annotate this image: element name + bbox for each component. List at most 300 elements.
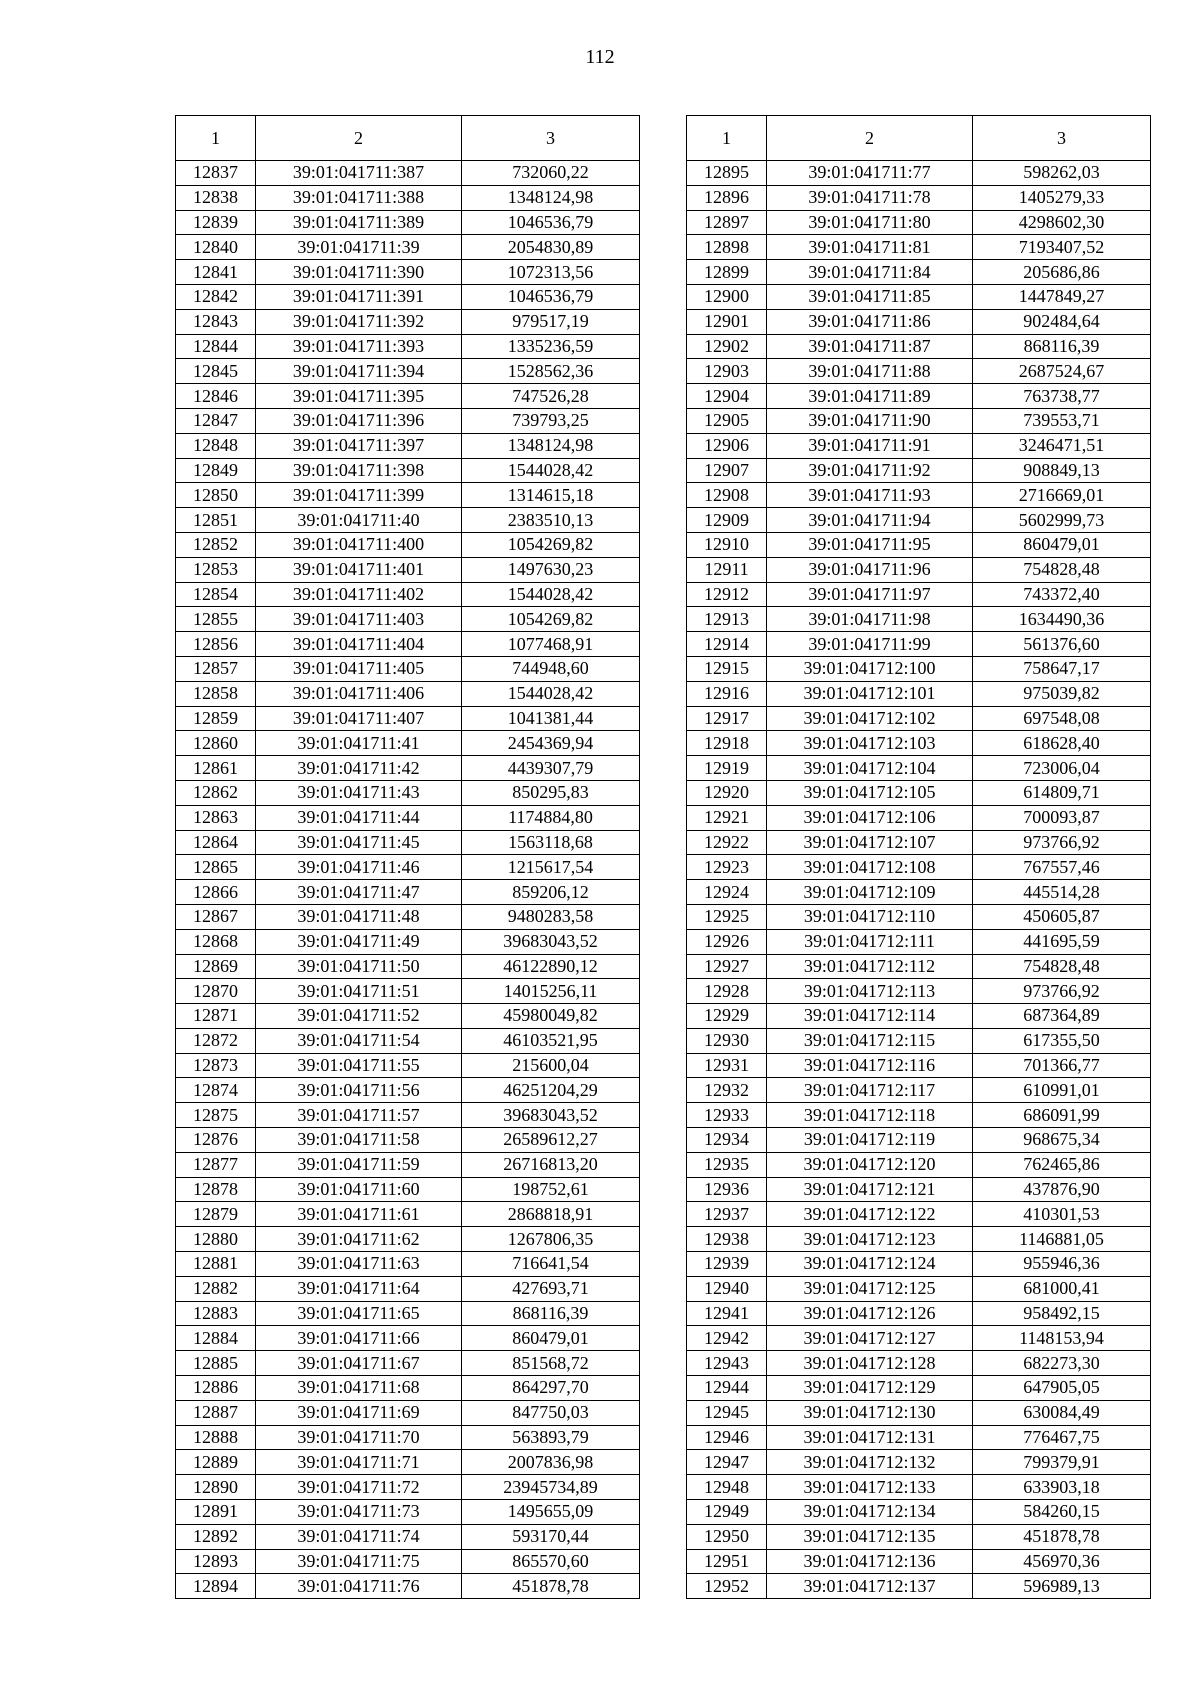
column-header-2: 2 <box>767 116 973 161</box>
page-number: 112 <box>585 46 615 68</box>
row-number-cell: 12860 <box>176 731 256 756</box>
row-number-cell: 12846 <box>176 384 256 409</box>
row-number-cell: 12861 <box>176 756 256 781</box>
value-cell: 1267806,35 <box>462 1227 640 1252</box>
row-number-cell: 12922 <box>687 830 767 855</box>
value-cell: 1497630,23 <box>462 557 640 582</box>
table-row <box>687 210 1151 235</box>
row-number-cell: 12880 <box>176 1227 256 1252</box>
value-cell: 739553,71 <box>973 408 1151 433</box>
value-cell: 445514,28 <box>973 880 1151 905</box>
value-cell: 968675,34 <box>973 1128 1151 1153</box>
table-row <box>687 1351 1151 1376</box>
cadastral-number-cell: 39:01:041711:97 <box>767 582 973 607</box>
cadastral-number-cell: 39:01:041711:58 <box>256 1128 462 1153</box>
value-cell: 776467,75 <box>973 1425 1151 1450</box>
value-cell: 1348124,98 <box>462 433 640 458</box>
table-row <box>687 359 1151 384</box>
row-number-cell: 12907 <box>687 458 767 483</box>
table-row <box>687 656 1151 681</box>
value-cell: 1215617,54 <box>462 855 640 880</box>
cadastral-number-cell: 39:01:041711:397 <box>256 433 462 458</box>
value-cell: 46122890,12 <box>462 954 640 979</box>
value-cell: 908849,13 <box>973 458 1151 483</box>
table-row <box>687 384 1151 409</box>
table-row <box>176 384 640 409</box>
value-cell: 4298602,30 <box>973 210 1151 235</box>
table-row <box>176 161 640 186</box>
row-number-cell: 12927 <box>687 954 767 979</box>
row-number-cell: 12877 <box>176 1152 256 1177</box>
table-row <box>687 954 1151 979</box>
table-row <box>687 1500 1151 1525</box>
cadastral-number-cell: 39:01:041711:84 <box>767 260 973 285</box>
table-row <box>687 880 1151 905</box>
cadastral-number-cell: 39:01:041711:93 <box>767 483 973 508</box>
value-cell: 681000,41 <box>973 1276 1151 1301</box>
value-cell: 46251204,29 <box>462 1078 640 1103</box>
row-number-cell: 12939 <box>687 1252 767 1277</box>
table-row <box>687 706 1151 731</box>
value-cell: 9480283,58 <box>462 904 640 929</box>
row-number-cell: 12951 <box>687 1549 767 1574</box>
row-number-cell: 12899 <box>687 260 767 285</box>
table-row <box>687 235 1151 260</box>
cadastral-number-cell: 39:01:041711:64 <box>256 1276 462 1301</box>
table-row <box>687 1301 1151 1326</box>
table-row <box>176 1202 640 1227</box>
column-header-1: 1 <box>176 116 256 161</box>
table-row <box>176 1053 640 1078</box>
row-number-cell: 12885 <box>176 1351 256 1376</box>
value-cell: 859206,12 <box>462 880 640 905</box>
value-cell: 973766,92 <box>973 830 1151 855</box>
row-number-cell: 12892 <box>176 1524 256 1549</box>
table-row <box>176 1276 640 1301</box>
row-number-cell: 12882 <box>176 1276 256 1301</box>
cadastral-number-cell: 39:01:041712:111 <box>767 929 973 954</box>
cadastral-number-cell: 39:01:041711:392 <box>256 309 462 334</box>
table-row <box>176 433 640 458</box>
cadastral-number-cell: 39:01:041712:116 <box>767 1053 973 1078</box>
table-row <box>176 979 640 1004</box>
value-cell: 762465,86 <box>973 1152 1151 1177</box>
value-cell: 39683043,52 <box>462 1103 640 1128</box>
cadastral-number-cell: 39:01:041711:94 <box>767 508 973 533</box>
table-row <box>687 1053 1151 1078</box>
cadastral-number-cell: 39:01:041712:121 <box>767 1177 973 1202</box>
table-row <box>687 731 1151 756</box>
table-row <box>687 904 1151 929</box>
cadastral-number-cell: 39:01:041711:71 <box>256 1450 462 1475</box>
cadastral-number-cell: 39:01:041712:113 <box>767 979 973 1004</box>
cadastral-number-cell: 39:01:041711:389 <box>256 210 462 235</box>
cadastral-number-cell: 39:01:041711:42 <box>256 756 462 781</box>
row-number-cell: 12859 <box>176 706 256 731</box>
table-row <box>176 1152 640 1177</box>
table-row <box>687 1326 1151 1351</box>
value-cell: 763738,77 <box>973 384 1151 409</box>
value-cell: 441695,59 <box>973 929 1151 954</box>
value-cell: 754828,48 <box>973 557 1151 582</box>
cadastral-number-cell: 39:01:041712:129 <box>767 1376 973 1401</box>
column-header-2: 2 <box>256 116 462 161</box>
value-cell: 598262,03 <box>973 161 1151 186</box>
row-number-cell: 12872 <box>176 1028 256 1053</box>
value-cell: 1054269,82 <box>462 532 640 557</box>
cadastral-number-cell: 39:01:041711:48 <box>256 904 462 929</box>
cadastral-number-cell: 39:01:041712:105 <box>767 780 973 805</box>
cadastral-number-cell: 39:01:041711:393 <box>256 334 462 359</box>
value-cell: 2054830,89 <box>462 235 640 260</box>
table-row <box>687 433 1151 458</box>
cadastral-number-cell: 39:01:041711:51 <box>256 979 462 1004</box>
value-cell: 26589612,27 <box>462 1128 640 1153</box>
cadastral-number-cell: 39:01:041712:108 <box>767 855 973 880</box>
value-cell: 701366,77 <box>973 1053 1151 1078</box>
value-cell: 850295,83 <box>462 780 640 805</box>
cadastral-number-cell: 39:01:041711:47 <box>256 880 462 905</box>
row-number-cell: 12948 <box>687 1475 767 1500</box>
row-number-cell: 12837 <box>176 161 256 186</box>
value-cell: 851568,72 <box>462 1351 640 1376</box>
value-cell: 647905,05 <box>973 1376 1151 1401</box>
table-row <box>687 1376 1151 1401</box>
cadastral-number-cell: 39:01:041711:404 <box>256 632 462 657</box>
value-cell: 902484,64 <box>973 309 1151 334</box>
value-cell: 1041381,44 <box>462 706 640 731</box>
table-row <box>687 483 1151 508</box>
value-cell: 1046536,79 <box>462 210 640 235</box>
value-cell: 410301,53 <box>973 1202 1151 1227</box>
value-cell: 2716669,01 <box>973 483 1151 508</box>
cadastral-number-cell: 39:01:041711:69 <box>256 1400 462 1425</box>
cadastral-number-cell: 39:01:041711:55 <box>256 1053 462 1078</box>
row-number-cell: 12878 <box>176 1177 256 1202</box>
table-row <box>687 408 1151 433</box>
row-number-cell: 12874 <box>176 1078 256 1103</box>
table-row <box>687 1227 1151 1252</box>
cadastral-number-cell: 39:01:041712:109 <box>767 880 973 905</box>
table-row <box>176 1500 640 1525</box>
cadastral-number-cell: 39:01:041711:387 <box>256 161 462 186</box>
row-number-cell: 12909 <box>687 508 767 533</box>
table-row <box>176 1128 640 1153</box>
value-cell: 687364,89 <box>973 1004 1151 1029</box>
value-cell: 1528562,36 <box>462 359 640 384</box>
table-row <box>687 780 1151 805</box>
cadastral-number-cell: 39:01:041712:107 <box>767 830 973 855</box>
table-row <box>687 1524 1151 1549</box>
cadastral-number-cell: 39:01:041711:99 <box>767 632 973 657</box>
cadastral-number-cell: 39:01:041711:396 <box>256 408 462 433</box>
cadastral-number-cell: 39:01:041712:128 <box>767 1351 973 1376</box>
row-number-cell: 12855 <box>176 607 256 632</box>
row-number-cell: 12929 <box>687 1004 767 1029</box>
cadastral-number-cell: 39:01:041712:110 <box>767 904 973 929</box>
table-row <box>176 483 640 508</box>
row-number-cell: 12858 <box>176 681 256 706</box>
row-number-cell: 12879 <box>176 1202 256 1227</box>
cadastral-number-cell: 39:01:041711:407 <box>256 706 462 731</box>
cadastral-number-cell: 39:01:041711:398 <box>256 458 462 483</box>
row-number-cell: 12936 <box>687 1177 767 1202</box>
table-row <box>687 1202 1151 1227</box>
value-cell: 2007836,98 <box>462 1450 640 1475</box>
cadastral-number-cell: 39:01:041711:65 <box>256 1301 462 1326</box>
value-cell: 979517,19 <box>462 309 640 334</box>
table-row <box>176 557 640 582</box>
cadastral-number-cell: 39:01:041711:46 <box>256 855 462 880</box>
row-number-cell: 12870 <box>176 979 256 1004</box>
row-number-cell: 12944 <box>687 1376 767 1401</box>
value-cell: 747526,28 <box>462 384 640 409</box>
value-cell: 1148153,94 <box>973 1326 1151 1351</box>
row-number-cell: 12888 <box>176 1425 256 1450</box>
row-number-cell: 12919 <box>687 756 767 781</box>
cadastral-number-cell: 39:01:041711:56 <box>256 1078 462 1103</box>
table-row <box>176 235 640 260</box>
cadastral-number-cell: 39:01:041712:126 <box>767 1301 973 1326</box>
cadastral-number-cell: 39:01:041712:103 <box>767 731 973 756</box>
table-row <box>176 1549 640 1574</box>
row-number-cell: 12914 <box>687 632 767 657</box>
cadastral-number-cell: 39:01:041711:92 <box>767 458 973 483</box>
row-number-cell: 12908 <box>687 483 767 508</box>
value-cell: 716641,54 <box>462 1252 640 1277</box>
row-number-cell: 12843 <box>176 309 256 334</box>
table-row <box>176 508 640 533</box>
row-number-cell: 12852 <box>176 532 256 557</box>
row-number-cell: 12913 <box>687 607 767 632</box>
cadastral-number-cell: 39:01:041712:134 <box>767 1500 973 1525</box>
row-number-cell: 12863 <box>176 805 256 830</box>
table-row <box>687 1078 1151 1103</box>
table-row <box>687 830 1151 855</box>
value-cell: 610991,01 <box>973 1078 1151 1103</box>
value-cell: 758647,17 <box>973 656 1151 681</box>
table-row <box>687 855 1151 880</box>
value-cell: 686091,99 <box>973 1103 1151 1128</box>
value-cell: 39683043,52 <box>462 929 640 954</box>
table-row <box>687 557 1151 582</box>
row-number-cell: 12931 <box>687 1053 767 1078</box>
table-row <box>687 1128 1151 1153</box>
cadastral-number-cell: 39:01:041711:405 <box>256 656 462 681</box>
value-cell: 456970,36 <box>973 1549 1151 1574</box>
row-number-cell: 12952 <box>687 1574 767 1599</box>
row-number-cell: 12941 <box>687 1301 767 1326</box>
table-row <box>687 805 1151 830</box>
table-row <box>687 1400 1151 1425</box>
row-number-cell: 12856 <box>176 632 256 657</box>
cadastral-number-cell: 39:01:041711:395 <box>256 384 462 409</box>
table-row <box>176 1574 640 1599</box>
value-cell: 1544028,42 <box>462 681 640 706</box>
table-row <box>176 408 640 433</box>
row-number-cell: 12839 <box>176 210 256 235</box>
value-cell: 23945734,89 <box>462 1475 640 1500</box>
table-row <box>176 929 640 954</box>
row-number-cell: 12893 <box>176 1549 256 1574</box>
value-cell: 975039,82 <box>973 681 1151 706</box>
table-row <box>687 1103 1151 1128</box>
row-number-cell: 12901 <box>687 309 767 334</box>
value-cell: 630084,49 <box>973 1400 1151 1425</box>
row-number-cell: 12911 <box>687 557 767 582</box>
table-row <box>687 1425 1151 1450</box>
value-cell: 1447849,27 <box>973 284 1151 309</box>
row-number-cell: 12889 <box>176 1450 256 1475</box>
table-row <box>176 656 640 681</box>
row-number-cell: 12844 <box>176 334 256 359</box>
value-cell: 7193407,52 <box>973 235 1151 260</box>
row-number-cell: 12916 <box>687 681 767 706</box>
value-cell: 754828,48 <box>973 954 1151 979</box>
value-cell: 596989,13 <box>973 1574 1151 1599</box>
row-number-cell: 12903 <box>687 359 767 384</box>
row-number-cell: 12933 <box>687 1103 767 1128</box>
row-number-cell: 12876 <box>176 1128 256 1153</box>
row-number-cell: 12886 <box>176 1376 256 1401</box>
row-number-cell: 12850 <box>176 483 256 508</box>
cadastral-number-cell: 39:01:041711:74 <box>256 1524 462 1549</box>
value-cell: 561376,60 <box>973 632 1151 657</box>
cadastral-number-cell: 39:01:041711:67 <box>256 1351 462 1376</box>
table-row <box>687 458 1151 483</box>
cadastral-number-cell: 39:01:041712:137 <box>767 1574 973 1599</box>
cadastral-number-cell: 39:01:041711:95 <box>767 532 973 557</box>
value-cell: 868116,39 <box>973 334 1151 359</box>
row-number-cell: 12905 <box>687 408 767 433</box>
cadastral-number-cell: 39:01:041712:117 <box>767 1078 973 1103</box>
table-row <box>176 1376 640 1401</box>
value-cell: 864297,70 <box>462 1376 640 1401</box>
value-cell: 860479,01 <box>973 532 1151 557</box>
row-number-cell: 12923 <box>687 855 767 880</box>
value-cell: 2454369,94 <box>462 731 640 756</box>
table-row <box>176 458 640 483</box>
cadastral-number-cell: 39:01:041712:135 <box>767 1524 973 1549</box>
row-number-cell: 12924 <box>687 880 767 905</box>
cadastral-number-cell: 39:01:041711:59 <box>256 1152 462 1177</box>
table-row <box>176 904 640 929</box>
cadastral-number-cell: 39:01:041711:80 <box>767 210 973 235</box>
row-number-cell: 12950 <box>687 1524 767 1549</box>
table-row <box>176 1177 640 1202</box>
cadastral-number-cell: 39:01:041711:403 <box>256 607 462 632</box>
value-cell: 744948,60 <box>462 656 640 681</box>
cadastral-number-cell: 39:01:041712:130 <box>767 1400 973 1425</box>
table-row <box>687 582 1151 607</box>
table-row <box>687 532 1151 557</box>
cadastral-number-cell: 39:01:041711:52 <box>256 1004 462 1029</box>
table-row <box>687 334 1151 359</box>
header-row <box>176 116 640 161</box>
table-row <box>176 756 640 781</box>
cadastral-number-cell: 39:01:041711:90 <box>767 408 973 433</box>
cadastral-number-cell: 39:01:041711:400 <box>256 532 462 557</box>
table-row <box>176 607 640 632</box>
cadastral-number-cell: 39:01:041711:43 <box>256 780 462 805</box>
cadastral-number-cell: 39:01:041711:87 <box>767 334 973 359</box>
table-row <box>176 1252 640 1277</box>
table-row <box>176 1425 640 1450</box>
value-cell: 1174884,80 <box>462 805 640 830</box>
row-number-cell: 12943 <box>687 1351 767 1376</box>
value-cell: 14015256,11 <box>462 979 640 1004</box>
cadastral-number-cell: 39:01:041712:106 <box>767 805 973 830</box>
table-row <box>687 1574 1151 1599</box>
cadastral-number-cell: 39:01:041712:114 <box>767 1004 973 1029</box>
row-number-cell: 12849 <box>176 458 256 483</box>
cadastral-number-cell: 39:01:041712:122 <box>767 1202 973 1227</box>
value-cell: 739793,25 <box>462 408 640 433</box>
cadastral-number-cell: 39:01:041712:100 <box>767 656 973 681</box>
table-row <box>176 780 640 805</box>
row-number-cell: 12938 <box>687 1227 767 1252</box>
table-row <box>687 756 1151 781</box>
column-header-1: 1 <box>687 116 767 161</box>
row-number-cell: 12915 <box>687 656 767 681</box>
cadastral-number-cell: 39:01:041712:119 <box>767 1128 973 1153</box>
table-row <box>687 1028 1151 1053</box>
value-cell: 45980049,82 <box>462 1004 640 1029</box>
value-cell: 451878,78 <box>973 1524 1151 1549</box>
row-number-cell: 12842 <box>176 284 256 309</box>
cadastral-number-cell: 39:01:041712:115 <box>767 1028 973 1053</box>
value-cell: 799379,91 <box>973 1450 1151 1475</box>
row-number-cell: 12940 <box>687 1276 767 1301</box>
table-row <box>176 706 640 731</box>
cadastral-number-cell: 39:01:041711:75 <box>256 1549 462 1574</box>
row-number-cell: 12848 <box>176 433 256 458</box>
row-number-cell: 12867 <box>176 904 256 929</box>
value-cell: 1077468,91 <box>462 632 640 657</box>
cadastral-number-cell: 39:01:041711:72 <box>256 1475 462 1500</box>
cadastral-number-cell: 39:01:041711:391 <box>256 284 462 309</box>
cadastral-number-cell: 39:01:041712:120 <box>767 1152 973 1177</box>
table-row <box>176 582 640 607</box>
row-number-cell: 12895 <box>687 161 767 186</box>
value-cell: 1563118,68 <box>462 830 640 855</box>
row-number-cell: 12896 <box>687 185 767 210</box>
row-number-cell: 12873 <box>176 1053 256 1078</box>
table-row <box>176 681 640 706</box>
table-row <box>687 1276 1151 1301</box>
value-cell: 450605,87 <box>973 904 1151 929</box>
value-cell: 723006,04 <box>973 756 1151 781</box>
table-row <box>176 731 640 756</box>
cadastral-number-cell: 39:01:041711:45 <box>256 830 462 855</box>
value-cell: 1314615,18 <box>462 483 640 508</box>
table-row <box>176 1524 640 1549</box>
value-cell: 1544028,42 <box>462 458 640 483</box>
row-number-cell: 12942 <box>687 1326 767 1351</box>
value-cell: 614809,71 <box>973 780 1151 805</box>
table-row <box>176 1326 640 1351</box>
cadastral-number-cell: 39:01:041711:394 <box>256 359 462 384</box>
cadastral-number-cell: 39:01:041711:39 <box>256 235 462 260</box>
cadastral-number-cell: 39:01:041711:40 <box>256 508 462 533</box>
table-row <box>687 607 1151 632</box>
table-row <box>176 334 640 359</box>
left-table-body <box>176 161 640 1599</box>
row-number-cell: 12921 <box>687 805 767 830</box>
value-cell: 593170,44 <box>462 1524 640 1549</box>
row-number-cell: 12857 <box>176 656 256 681</box>
table-row <box>687 284 1151 309</box>
